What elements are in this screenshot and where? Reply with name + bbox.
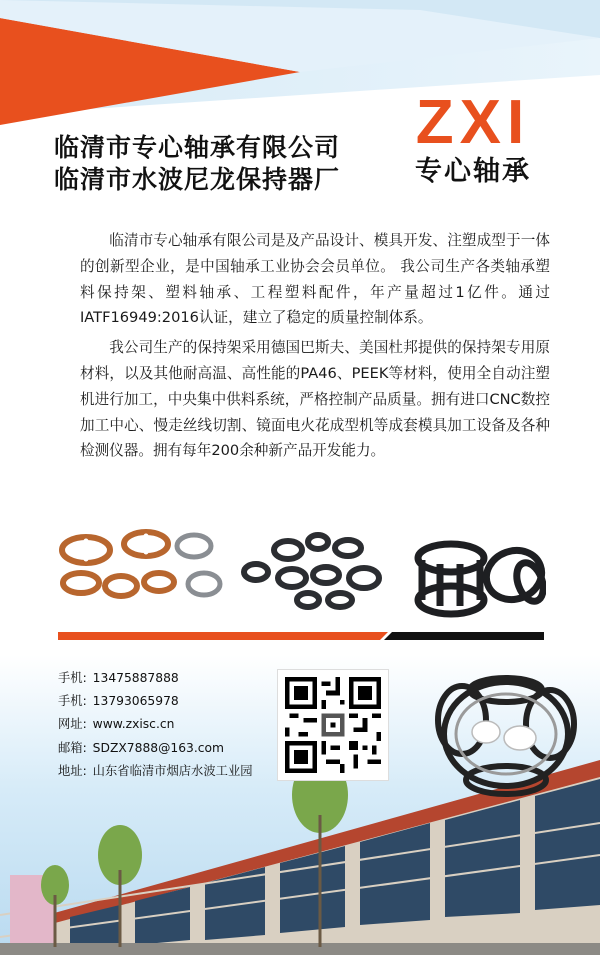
bronze-cages-icon: [62, 532, 220, 596]
company-names: [54, 132, 340, 196]
contact-website: [58, 713, 253, 736]
contact-label: 邮箱:: [58, 740, 87, 755]
contact-value: www.zxisc.cn: [92, 717, 175, 732]
company-name-secondary: 临清市水波尼龙保持器厂: [54, 165, 341, 194]
intro-paragraph-1: 临清市专心轴承有限公司是及产品设计、模具开发、注塑成型于一体的创新型企业，是中国轴承工业协会会员单位。 我公司生产各类轴承塑料保持架、塑料轴承、工程塑料配件，年产量超过1亿件。通过IATF16949:2016认证，建立了稳定的质量控制体系。: [80, 232, 550, 327]
black-cylinder-cages-icon: [418, 543, 546, 614]
contact-info: [58, 667, 253, 783]
qr-code-icon: [285, 677, 381, 773]
intro-paragraph-2: 我公司生产的保持架采用德国巴斯夫、美国杜邦提供的保持架专用原材料，以及其他耐高温、高性能的PA46、PEEK等材料，使用全自动注塑机进行加工，中央集中供料系统，严格控制产品质量。拥有进口CNC数控加工中心、慢走丝线切割、镜面电火花成型机等成套模具加工设备及各种检测仪器。拥有每年200余种新产品开发能力。: [80, 339, 550, 460]
contact-label: 地址:: [58, 763, 87, 778]
qr-code: [277, 669, 389, 781]
black-ring-cages-icon: [244, 535, 379, 607]
contact-label: 手机:: [58, 694, 87, 709]
logo-letters: ZXI: [415, 88, 531, 157]
contact-address: [58, 760, 253, 783]
contact-value: SDZX7888@163.com: [92, 740, 225, 755]
section-divider: [58, 629, 544, 643]
contact-email: [58, 737, 253, 760]
contact-value: 山东省临清市烟店水波工业园: [92, 763, 253, 778]
contact-value: 13793065978: [92, 694, 179, 709]
logo-chinese-text: 专心轴承: [415, 156, 531, 187]
contact-mobile-2: [58, 690, 253, 713]
company-name-primary: 临清市专心轴承有限公司: [54, 133, 341, 162]
company-introduction: [80, 228, 550, 468]
contact-label: 网址:: [58, 717, 87, 732]
contact-value: 13475887888: [92, 671, 179, 685]
product-photos: [56, 520, 546, 620]
brand-logo: [398, 88, 548, 192]
contact-label: 手机:: [58, 671, 87, 685]
contact-mobile-1: [58, 667, 253, 690]
cage-product-cluster-icon: [424, 672, 589, 810]
